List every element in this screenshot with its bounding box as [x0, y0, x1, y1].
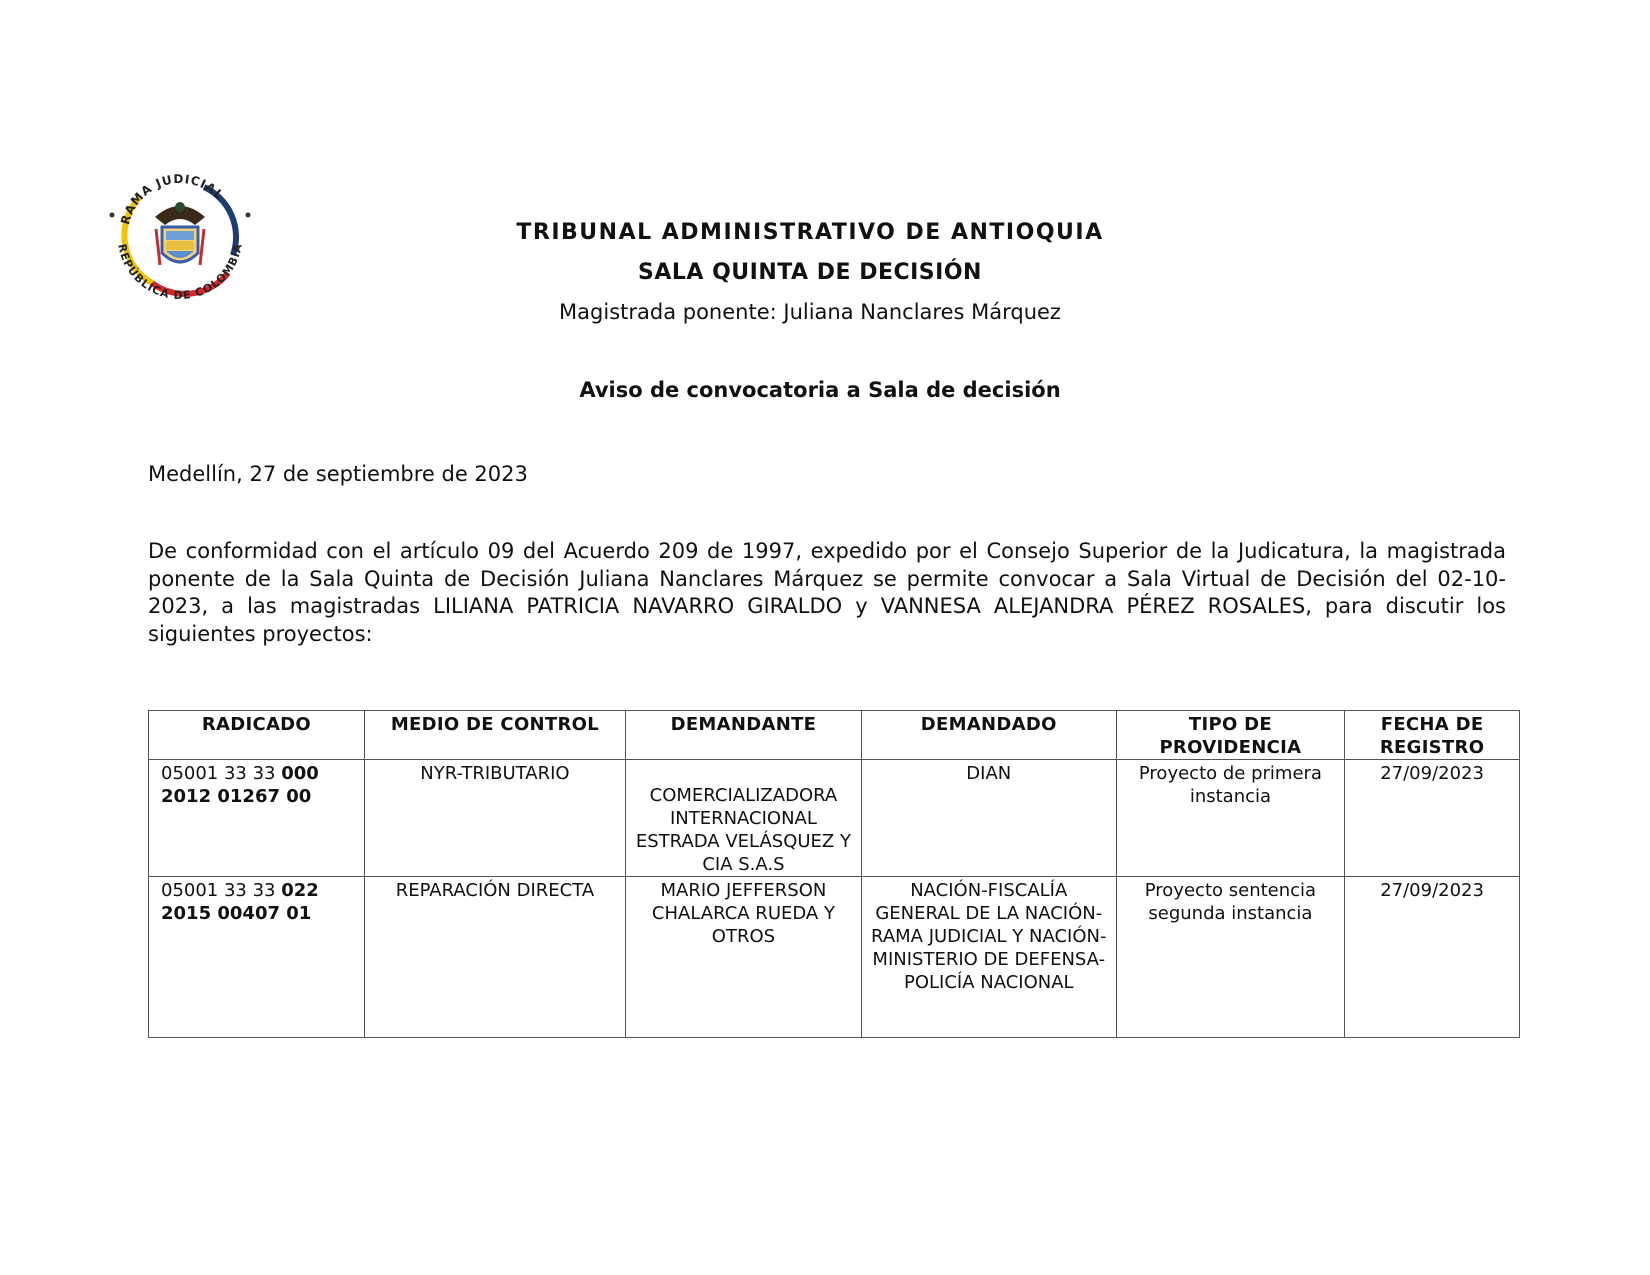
radicado-number: 000 2012 01267 00 [161, 763, 319, 807]
table-header-row [149, 711, 1520, 760]
cell-fecha-de-registro: 27/09/2023 [1345, 877, 1520, 1038]
seal-bottom-text: REPÚBLICA DE COLOMBIA [115, 242, 245, 303]
cell-medio-de-control: REPARACIÓN DIRECTA [364, 877, 625, 1038]
header-medio-de-control: MEDIO DE CONTROL [364, 711, 625, 760]
body-paragraph: De conformidad con el artículo 09 del Acuerdo 209 de 1997, expedido por el Consejo Superior de la Judicatura, la magistrada ponente de la Sala Quinta de Decisión Juliana Nanclares Márquez se permite convocar a Sala Virtual de Decisión del 02-10-2023, a las magistradas LILIANA PATRICIA NAVARRO GIRALDO y VANNESA ALEJANDRA PÉREZ ROSALES, para discutir los siguientes proyectos: [148, 539, 1506, 646]
header-demandado: DEMANDADO [861, 711, 1116, 760]
cell-radicado [149, 877, 365, 1038]
radicado-prefix: 05001 33 33 [161, 880, 282, 901]
cell-tipo-de-providencia: Proyecto de primera instancia [1116, 760, 1345, 877]
magistrate-line: Magistrada ponente: Juliana Nanclares Márquez [559, 300, 1061, 324]
date-line: Medellín, 27 de septiembre de 2023 [148, 462, 528, 486]
radicado-number: 022 2015 00407 01 [161, 880, 319, 924]
cell-medio-de-control: NYR-TRIBUTARIO [364, 760, 625, 877]
cases-table [148, 710, 1520, 1038]
radicado-prefix: 05001 33 33 [161, 763, 282, 784]
header-demandante: DEMANDANTE [626, 711, 862, 760]
table-row [149, 760, 1520, 877]
demandante-text: COMERCIALIZADORA INTERNACIONAL ESTRADA VELÁSQUEZ Y CIA S.A.S [635, 785, 851, 875]
header-tipo-de-providencia: TIPO DE PROVIDENCIA [1116, 711, 1345, 760]
chamber-title: SALA QUINTA DE DECISIÓN [638, 260, 982, 285]
cell-demandado: NACIÓN-FISCALÍA GENERAL DE LA NACIÓN-RAMA JUDICIAL Y NACIÓN-MINISTERIO DE DEFENSA- POLICÍA NACIONAL [861, 877, 1116, 1038]
cell-tipo-de-providencia: Proyecto sentencia segunda instancia [1116, 877, 1345, 1038]
table-row [149, 877, 1520, 1038]
notice-heading: Aviso de convocatoria a Sala de decisión [579, 378, 1061, 402]
cell-demandante [626, 760, 862, 877]
cell-fecha-de-registro: 27/09/2023 [1345, 760, 1520, 877]
cell-demandado: DIAN [861, 760, 1116, 877]
cell-demandante: MARIO JEFFERSON CHALARCA RUEDA Y OTROS [626, 877, 862, 1038]
header-radicado: RADICADO [149, 711, 365, 760]
rama-judicial-seal-icon [100, 155, 260, 315]
cell-radicado [149, 760, 365, 877]
seal-top-text: RAMA JUDICIAL [118, 171, 227, 227]
seal-graphic [100, 155, 260, 315]
header-fecha-de-registro: FECHA DE REGISTRO [1345, 711, 1520, 760]
court-title: TRIBUNAL ADMINISTRATIVO DE ANTIOQUIA [516, 220, 1104, 245]
